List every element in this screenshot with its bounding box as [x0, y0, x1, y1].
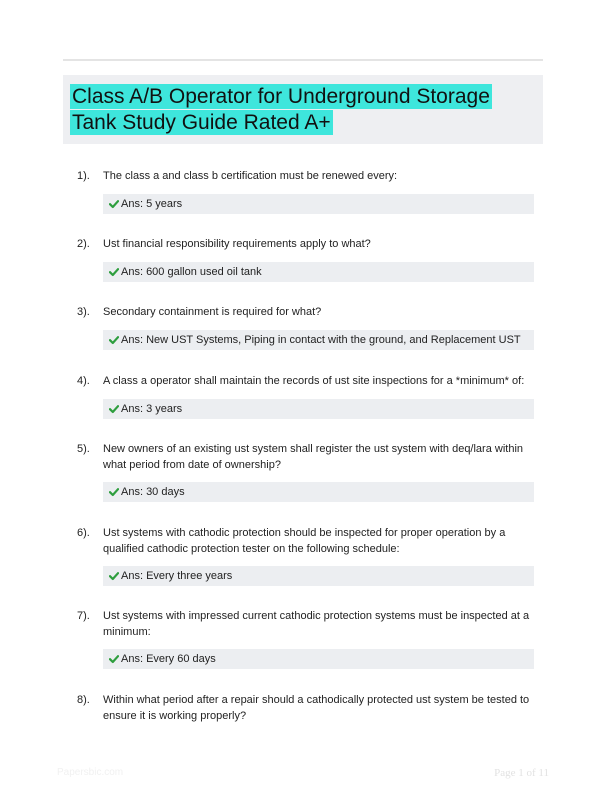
answer-box: [103, 262, 534, 282]
check-icon: [109, 654, 119, 664]
question-number: 2).: [77, 238, 90, 250]
check-icon: [109, 199, 119, 209]
answer-box: [103, 649, 534, 669]
answer-text: Ans: Every 60 days: [121, 653, 216, 665]
answer-text: Ans: 30 days: [121, 486, 185, 498]
answer-text: Ans: 3 years: [121, 403, 183, 415]
question-text: Secondary containment is required for what?: [103, 306, 322, 318]
answer-box: [103, 482, 534, 502]
question-text: Within what period after a repair should a cathodically protected ust system be tested to ensure it is working properly?: [103, 694, 530, 722]
answer-text: Ans: Every three years: [121, 570, 233, 582]
question-text: Ust systems with cathodic protection should be inspected for proper operation by a qualified cathodic protection tester on the following schedule:: [103, 527, 506, 555]
question-number: 5).: [77, 443, 90, 455]
question-number: 7).: [77, 610, 90, 622]
question-number: 4).: [77, 375, 90, 387]
answer-text: Ans: 5 years: [121, 198, 183, 210]
question-number: 1).: [77, 170, 90, 182]
question-number: 6).: [77, 527, 90, 539]
question-text: A class a operator shall maintain the records of ust site inspections for a *minimum* of:: [103, 375, 525, 387]
answer-box: [103, 194, 534, 214]
answer-box: [103, 330, 534, 350]
footer-watermark: Papersbic.com: [57, 767, 124, 778]
check-icon: [109, 267, 119, 277]
answer-box: [103, 566, 534, 586]
answer-box: [103, 399, 534, 419]
check-icon: [109, 335, 119, 345]
question-text: New owners of an existing ust system shall register the ust system with deq/lara within what period from date of ownership?: [103, 443, 524, 471]
question-number: 3).: [77, 306, 90, 318]
title-highlight: Class A/B Operator for Underground Storage Tank Study Guide Rated A+: [72, 85, 490, 134]
answer-text: Ans: New UST Systems, Piping in contact with the ground, and Replacement UST: [121, 334, 521, 346]
answer-text: Ans: 600 gallon used oil tank: [121, 266, 262, 278]
question-number: 8).: [77, 694, 90, 706]
question-text: Ust systems with impressed current cathodic protection systems must be inspected at a minimum:: [103, 610, 530, 638]
page-number: Page 1 of 11: [494, 767, 549, 779]
question-text: The class a and class b certification must be renewed every:: [103, 170, 398, 182]
question-text: Ust financial responsibility requirements apply to what?: [103, 238, 371, 250]
check-icon: [109, 571, 119, 581]
check-icon: [109, 404, 119, 414]
check-icon: [109, 487, 119, 497]
